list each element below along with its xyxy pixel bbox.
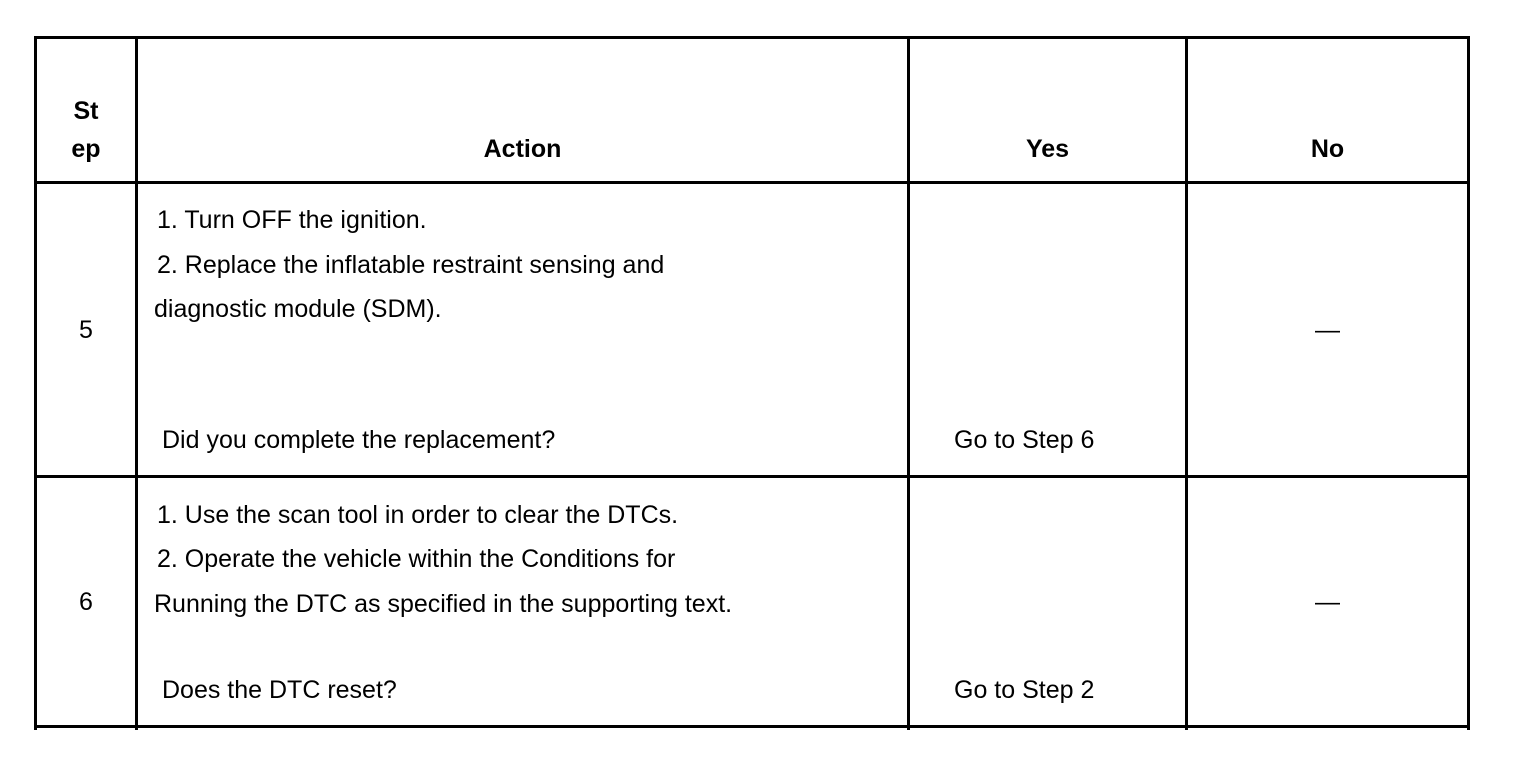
header-no: No — [1310, 135, 1345, 163]
yes-result: Go to Step 6 — [954, 426, 1095, 454]
header-yes: Yes — [1025, 135, 1070, 163]
table-border-right — [1467, 36, 1470, 730]
header-action: Action — [483, 135, 562, 163]
table-border-top — [34, 36, 1470, 39]
action-question: Did you complete the replacement? — [162, 426, 556, 454]
action-item: diagnostic module (SDM). — [154, 295, 442, 323]
header-step-line1: St — [73, 97, 99, 125]
step-number: 6 — [79, 588, 93, 616]
action-item: Running the DTC as specified in the supporting text. — [154, 590, 733, 618]
step-number: 5 — [79, 316, 93, 344]
yes-result: Go to Step 2 — [954, 676, 1095, 704]
diagnostic-table — [34, 36, 1470, 730]
header-step-line2: ep — [71, 135, 101, 163]
action-item: 1. Turn OFF the ignition. — [157, 206, 427, 234]
no-result: — — [1315, 588, 1340, 616]
row-divider — [34, 475, 1470, 478]
action-item: 2. Operate the vehicle within the Conditions for — [157, 545, 676, 573]
header-divider — [34, 181, 1470, 184]
action-item: 2. Replace the inflatable restraint sensing and — [157, 251, 665, 279]
table-border-bottom — [34, 725, 1470, 728]
action-question: Does the DTC reset? — [162, 676, 397, 704]
action-item: 1. Use the scan tool in order to clear the DTCs. — [157, 501, 679, 529]
no-result: — — [1315, 316, 1340, 344]
